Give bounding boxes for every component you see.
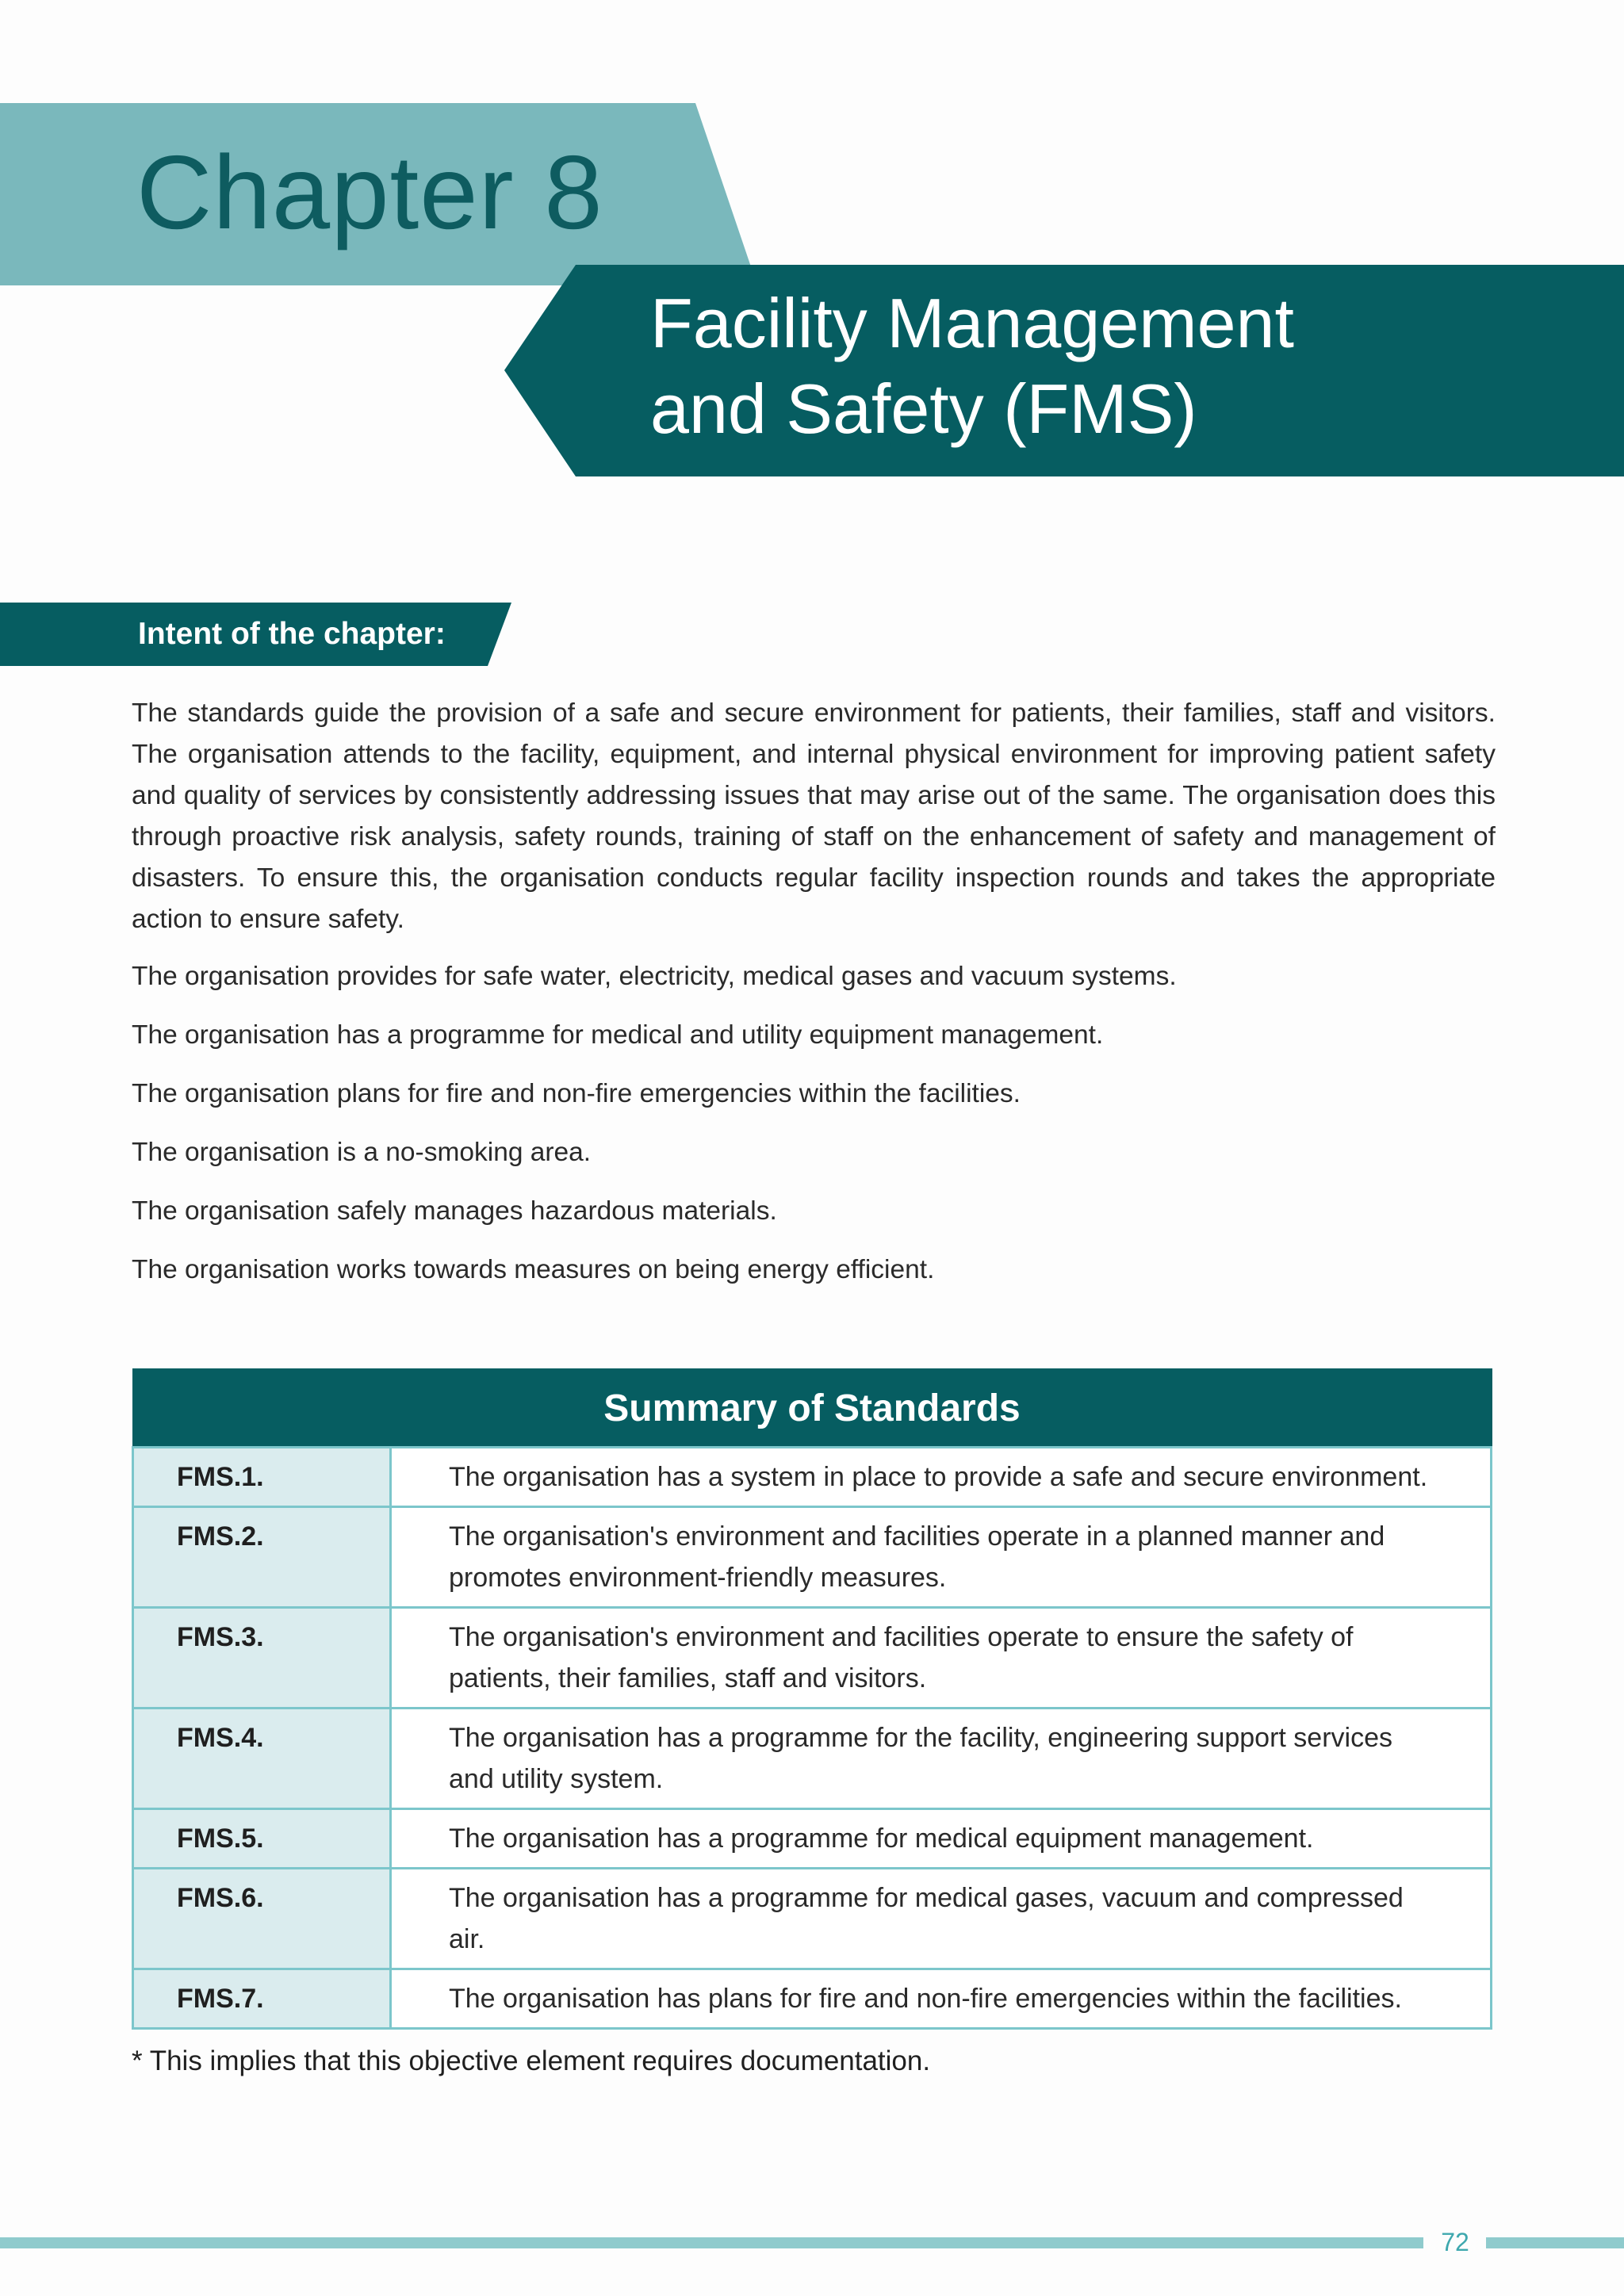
chapter-title-line-2: and Safety (FMS): [650, 369, 1197, 448]
page-number: 72: [1441, 2228, 1469, 2256]
standard-code: FMS.6.: [133, 1869, 391, 1969]
intent-body: [132, 693, 1496, 1308]
standard-description: The organisation has a programme for medical equipment management.: [391, 1809, 1492, 1869]
standard-code: FMS.2.: [133, 1507, 391, 1608]
table-row: [133, 1507, 1492, 1608]
intent-point: The organisation has a programme for medical and utility equipment management.: [132, 1020, 1104, 1050]
intent-point: The organisation plans for fire and non-fire emergencies within the facilities.: [132, 1079, 1021, 1108]
table-row: [133, 1709, 1492, 1809]
footer-rule-left: [0, 2237, 1423, 2248]
standard-code: FMS.7.: [133, 1969, 391, 2029]
chapter-label: Chapter 8: [136, 134, 603, 251]
table-row: [133, 1608, 1492, 1709]
standard-description: The organisation has a programme for medical gases, vacuum and compressed air.: [391, 1869, 1492, 1969]
intent-point: The organisation provides for safe water, electricity, medical gases and vacuum systems.: [132, 962, 1177, 991]
intent-heading: Intent of the chapter:: [138, 617, 446, 651]
chapter-title-line-1: Facility Management: [650, 284, 1294, 362]
standard-code: FMS.5.: [133, 1809, 391, 1869]
summary-heading: Summary of Standards: [133, 1369, 1492, 1448]
standard-code: FMS.3.: [133, 1608, 391, 1709]
intent-point: The organisation is a no-smoking area.: [132, 1138, 592, 1167]
intent-lead-paragraph: The standards guide the provision of a safe and secure environment for patients, their families, staff and visitors. The organisation attends to the facility, equipment, and internal physical environment for improving patient safety and quality of services by consistently addressing issues that may arise out of the same. The organisation does this through proactive risk analysis, safety rounds, training of staff on the enhancement of safety and management of disasters. To ensure this, the organisation conducts regular facility inspection rounds and takes the appropriate action to ensure safety.: [132, 698, 1496, 934]
standard-code: FMS.1.: [133, 1448, 391, 1507]
intent-point: The organisation safely manages hazardous materials.: [132, 1196, 777, 1226]
intent-point: The organisation works towards measures on being energy efficient.: [132, 1255, 935, 1284]
standard-code: FMS.4.: [133, 1709, 391, 1809]
standard-description: The organisation has a programme for the facility, engineering support services and utility system.: [391, 1709, 1492, 1809]
standard-description: The organisation has a system in place to provide a safe and secure environment.: [391, 1448, 1492, 1507]
table-row: [133, 1809, 1492, 1869]
footer-rule-right: [1486, 2237, 1624, 2248]
standard-description: The organisation has plans for fire and non-fire emergencies within the facilities.: [391, 1969, 1492, 2029]
standard-description: The organisation's environment and facilities operate to ensure the safety of patients, their families, staff and visitors.: [391, 1608, 1492, 1709]
summary-header-row: [133, 1369, 1492, 1448]
table-row: [133, 1869, 1492, 1969]
summary-of-standards-table: [132, 1368, 1492, 2030]
table-row: [133, 1969, 1492, 2029]
standard-description: The organisation's environment and facilities operate in a planned manner and promotes environment-friendly measures.: [391, 1507, 1492, 1608]
documentation-footnote: * This implies that this objective element requires documentation.: [132, 2045, 931, 2076]
table-row: [133, 1448, 1492, 1507]
chapter-title: [650, 281, 1294, 452]
